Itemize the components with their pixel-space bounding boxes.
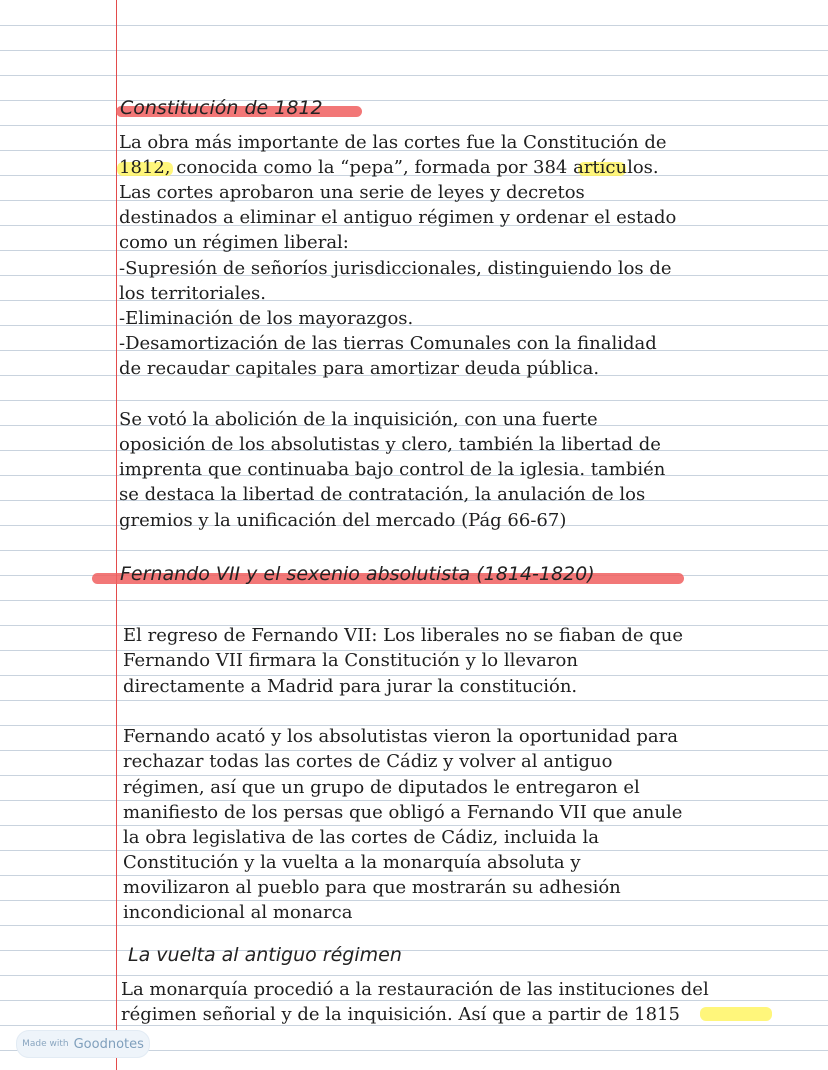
text-line: imprenta que continuaba bajo control de la iglesia. también (119, 459, 666, 480)
text-line: El regreso de Fernando VII: Los liberales no se fiaban de que (123, 625, 683, 646)
text-line: se destaca la libertad de contratación, la anulación de los (119, 484, 646, 505)
text-line: -Supresión de señoríos jurisdiccionales, distinguiendo los de (119, 258, 672, 279)
text-line: manifiesto de los persas que obligó a Fernando VII que anule (123, 802, 683, 823)
text-line: incondicional al monarca (123, 902, 353, 923)
text-line: movilizaron al pueblo para que mostrarán su adhesión (123, 877, 621, 898)
text-line: rechazar todas las cortes de Cádiz y volver al antiguo (123, 751, 613, 772)
text-line: destinados a eliminar el antiguo régimen y ordenar el estado (119, 207, 677, 228)
text-line: régimen señorial y de la inquisición. Así que a partir de 1815 (121, 1004, 680, 1025)
text-line: de recaudar capitales para amortizar deuda pública. (119, 358, 600, 379)
section-heading-fernando: Fernando VII y el sexenio absolutista (1814-1820) (120, 563, 595, 585)
highlight-1815 (700, 1007, 772, 1021)
text-line: como un régimen liberal: (119, 232, 349, 253)
text-line: la obra legislativa de las cortes de Cádiz, incluida la (123, 827, 599, 848)
text-line: Fernando VII firmara la Constitución y lo llevaron (123, 650, 578, 671)
text-line: directamente a Madrid para jurar la constitución. (123, 676, 578, 697)
text-line: La monarquía procedió a la restauración de las instituciones del (121, 979, 709, 1000)
watermark-brand: Goodnotes (73, 1036, 144, 1052)
margin-rule (116, 0, 117, 1070)
text-line: -Desamortización de las tierras Comunales con la finalidad (119, 333, 657, 354)
text-line: régimen, así que un grupo de diputados le entregaron el (123, 777, 640, 798)
text-line: gremios y la unificación del mercado (Pág 66-67) (119, 510, 567, 531)
goodnotes-watermark (16, 1030, 150, 1058)
text-line: Las cortes aprobaron una serie de leyes y decretos (119, 182, 585, 203)
text-line: oposición de los absolutistas y clero, también la libertad de (119, 434, 661, 455)
text-line: 1812, conocida como la “pepa”, formada por 384 artículos. (119, 157, 659, 178)
text-line: La obra más importante de las cortes fue la Constitución de (119, 132, 667, 153)
section-heading-vuelta: La vuelta al antiguo régimen (128, 944, 402, 966)
section-heading-constitucion: Constitución de 1812 (120, 97, 323, 119)
text-line: los territoriales. (119, 283, 266, 304)
text-line: Fernando acató y los absolutistas vieron la oportunidad para (123, 726, 678, 747)
text-line: Se votó la abolición de la inquisición, con una fuerte (119, 409, 598, 430)
watermark-prefix: Made with (22, 1039, 69, 1049)
text-line: -Eliminación de los mayorazgos. (119, 308, 414, 329)
text-line: Constitución y la vuelta a la monarquía absoluta y (123, 852, 581, 873)
